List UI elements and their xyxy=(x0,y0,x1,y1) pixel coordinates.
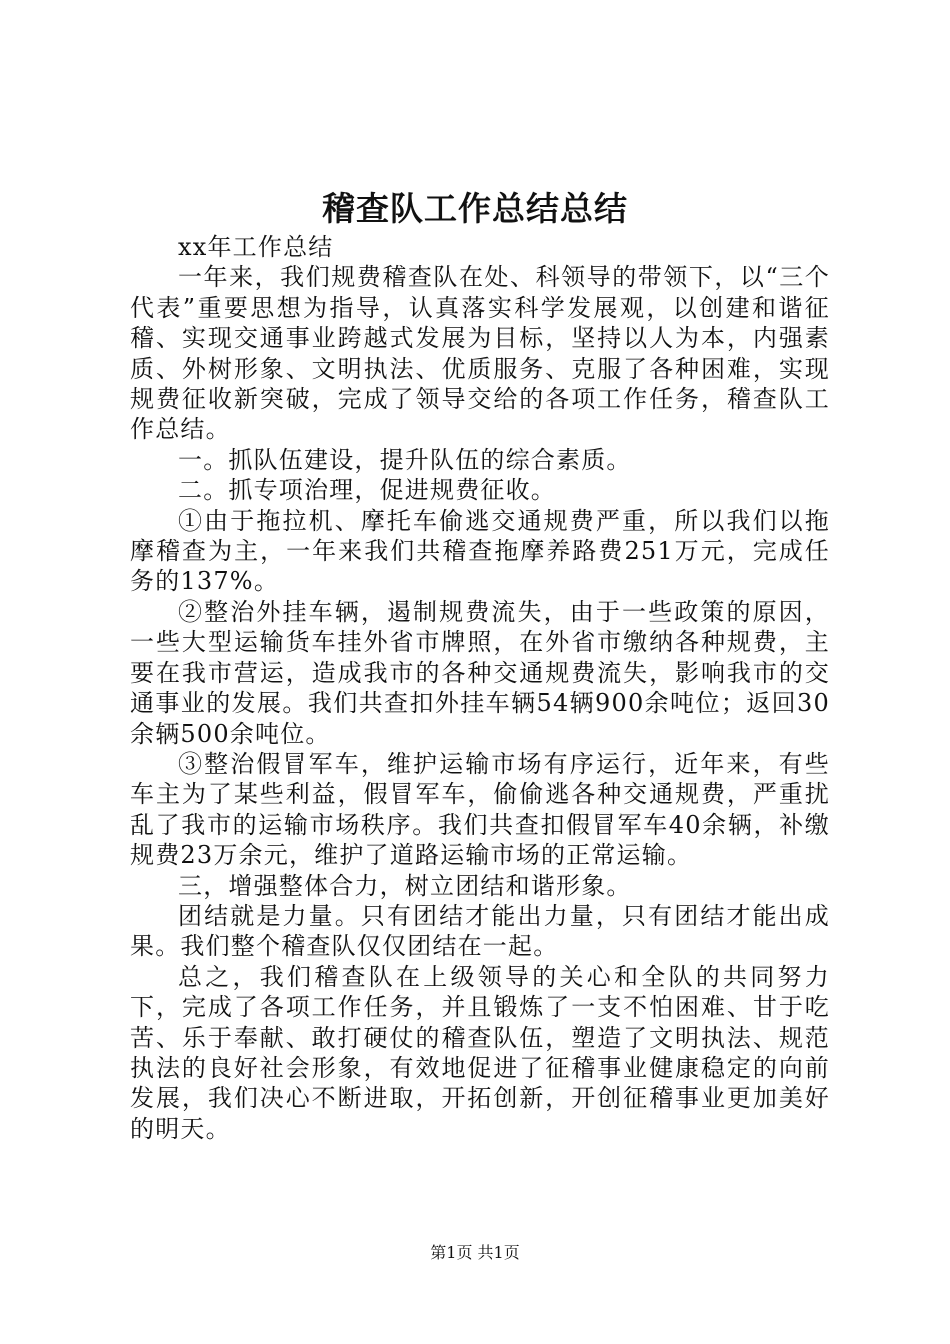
paragraph-item-three: ③整治假冒军车，维护运输市场有序运行，近年来，有些车主为了某些利益，假冒军车，偷偷逃各种交通规费，严重扰乱了我市的运输市场秩序。我们共查扣假冒军车40余辆，补缴规费23万余元，维护了道路运输市场的正常运输。 xyxy=(130,749,830,870)
paragraph-item-two: ②整治外挂车辆，遏制规费流失，由于一些政策的原因，一些大型运输货车挂外省市牌照，在外省市缴纳各种规费，主要在我市营运，造成我市的各种交通规费流失，影响我市的交通事业的发展。我们共查扣外挂车辆54辆900余吨位；返回30余辆500余吨位。 xyxy=(130,597,830,748)
document-title: 稽查队工作总结总结 xyxy=(322,189,628,228)
paragraph-item-one: ①由于拖拉机、摩托车偷逃交通规费严重，所以我们以拖摩稽查为主，一年来我们共稽查拖摩养路费251万元，完成任务的137%。 xyxy=(130,506,830,596)
paragraph-heading-year-summary: xx年工作总结 xyxy=(178,233,334,261)
page-footer: 第1页 共1页 xyxy=(430,1243,520,1262)
paragraph-intro: 一年来，我们规费稽查队在处、科领导的带领下，以“三个代表”重要思想为指导，认真落实科学发展观，以创建和谐征稽、实现交通事业跨越式发展为目标，坚持以人为本，内强素质、外树形象、文明执法、优质服务、克服了各种困难，实现规费征收新突破，完成了领导交给的各项工作任务，稽查队工作总结。 xyxy=(130,263,830,444)
document-body xyxy=(130,232,830,1144)
paragraph-section-one: 一。抓队伍建设，提升队伍的综合素质。 xyxy=(178,445,632,474)
paragraph-section-three: 三，增强整体合力，树立团结和谐形象。 xyxy=(178,871,632,900)
paragraph-unity: 团结就是力量。只有团结才能出力量，只有团结才能出成果。我们整个稽查队仅仅团结在一起。 xyxy=(130,901,830,961)
paragraph-section-two: 二。抓专项治理，促进规费征收。 xyxy=(178,476,556,505)
paragraph-conclusion: 总之，我们稽查队在上级领导的关心和全队的共同努力下，完成了各项工作任务，并且锻炼了一支不怕困难、甘于吃苦、乐于奉献、敢打硬仗的稽查队伍，塑造了文明执法、规范执法的良好社会形象，有效地促进了征稽事业健康稳定的向前发展，我们决心不断进取，开拓创新，开创征稽事业更加美好的明天。 xyxy=(130,962,830,1143)
